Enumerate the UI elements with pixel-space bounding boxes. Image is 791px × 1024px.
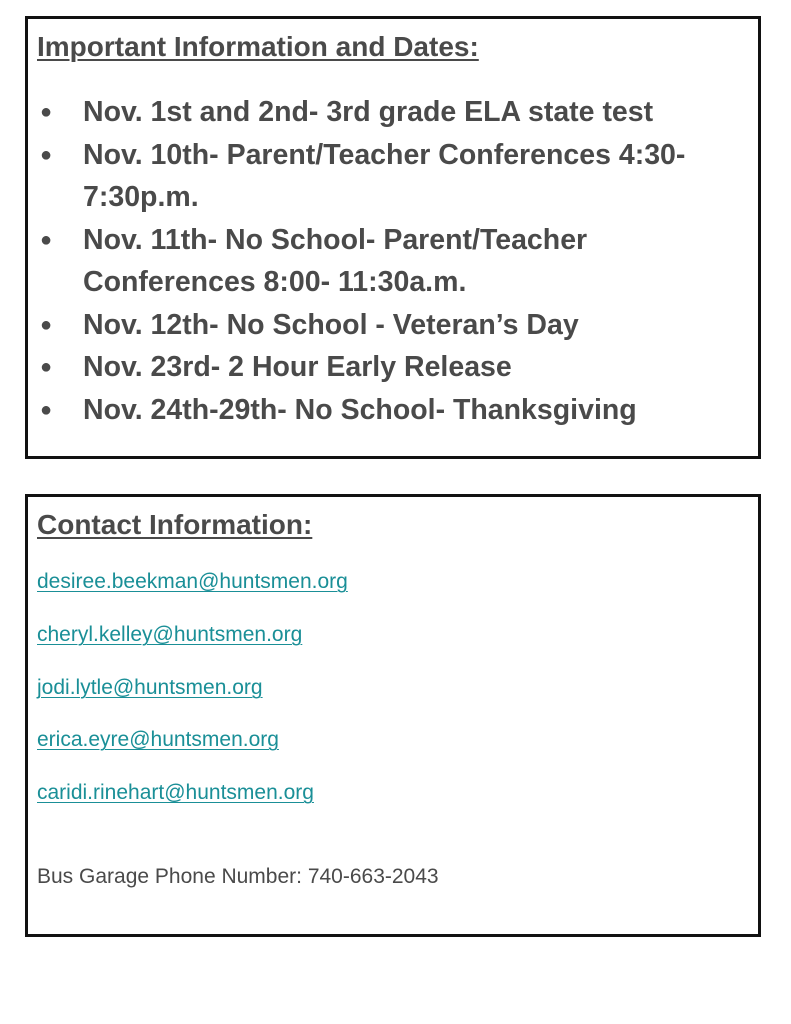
- email-link-desiree-beekman[interactable]: desiree.beekman@huntsmen.org: [37, 570, 348, 593]
- bullet-icon: ●: [40, 228, 53, 251]
- important-dates-box: [25, 16, 761, 459]
- email-link-jodi-lytle[interactable]: jodi.lytle@huntsmen.org: [37, 676, 263, 699]
- bullet-icon: ●: [40, 313, 53, 336]
- date-item: [28, 304, 758, 347]
- contact-info-heading: Contact Information:: [37, 509, 313, 540]
- date-item: [28, 219, 758, 304]
- bullet-icon: ●: [40, 101, 53, 123]
- date-item-text: Nov. 23rd- 2 Hour Early Release: [83, 351, 512, 383]
- email-link-cheryl-kelley[interactable]: cheryl.kelley@huntsmen.org: [37, 623, 303, 646]
- bullet-icon: ●: [40, 356, 53, 378]
- date-item: [28, 134, 758, 219]
- date-item-text: Nov. 11th- No School- Parent/Teacher Conferences 8:00- 11:30a.m.: [83, 223, 588, 298]
- date-item-text: Nov. 1st and 2nd- 3rd grade ELA state test: [83, 96, 654, 128]
- important-dates-list: [28, 91, 758, 431]
- date-item: [28, 91, 758, 134]
- email-link-erica-eyre[interactable]: erica.eyre@huntsmen.org: [37, 728, 279, 751]
- bullet-icon: ●: [40, 398, 53, 421]
- date-item-text: Nov. 10th- Parent/Teacher Conferences 4:30-7:30p.m.: [83, 138, 686, 213]
- email-link-caridi-rinehart[interactable]: caridi.rinehart@huntsmen.org: [37, 781, 314, 804]
- bus-garage-phone: Bus Garage Phone Number: 740-663-2043: [37, 865, 439, 888]
- date-item-text: Nov. 12th- No School - Veteran’s Day: [83, 308, 579, 341]
- date-item: [28, 346, 758, 389]
- date-item: [28, 389, 758, 432]
- bullet-icon: ●: [40, 143, 53, 166]
- date-item-text: Nov. 24th-29th- No School- Thanksgiving: [83, 393, 637, 426]
- important-dates-heading: Important Information and Dates:: [37, 31, 479, 62]
- contact-info-box: [25, 494, 761, 937]
